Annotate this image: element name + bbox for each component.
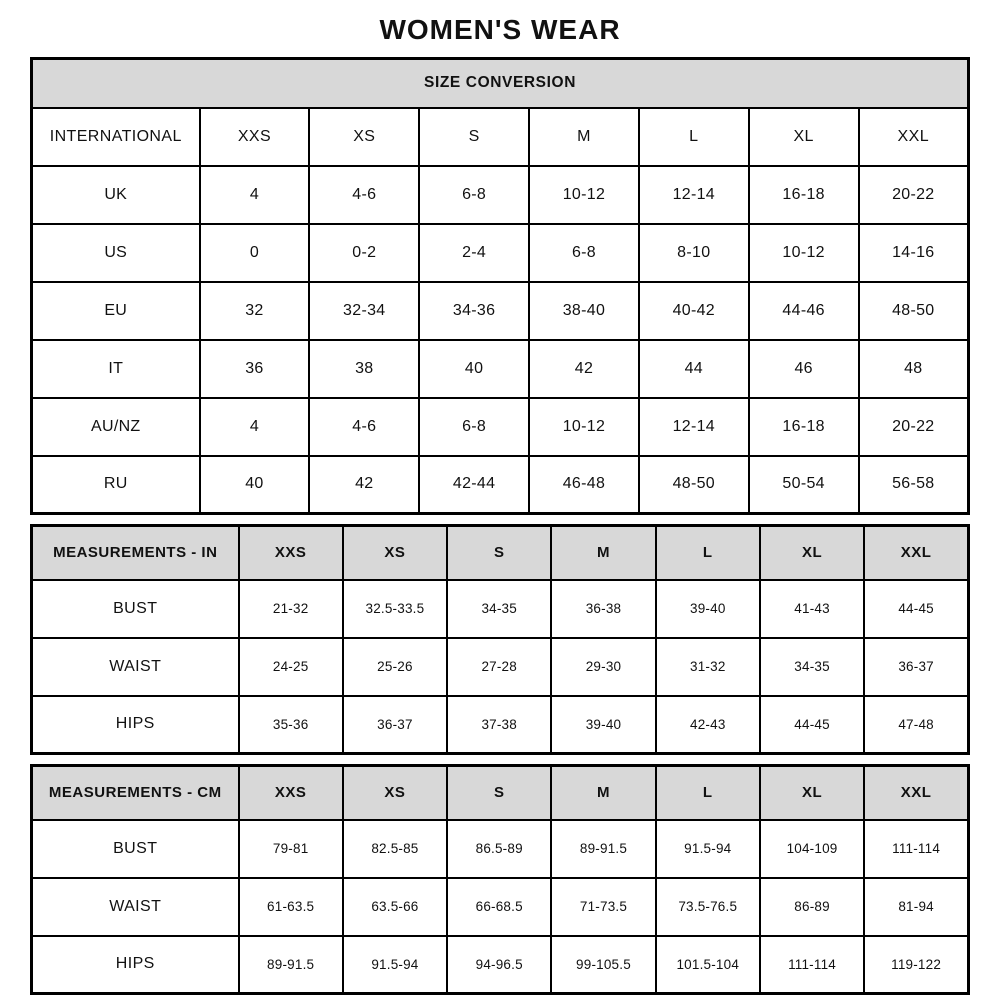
size-column-header: M (551, 766, 655, 820)
value-cell: 46 (749, 340, 859, 398)
size-column-header: M (529, 108, 639, 166)
value-cell: 6-8 (529, 224, 639, 282)
row-label: WAIST (32, 878, 239, 936)
value-cell: 41-43 (760, 580, 864, 638)
value-cell: 0 (200, 224, 310, 282)
row-label-header: MEASUREMENTS - CM (32, 766, 239, 820)
value-cell: 20-22 (859, 166, 969, 224)
size-column-header: XXL (864, 766, 968, 820)
value-cell: 38 (309, 340, 419, 398)
value-cell: 14-16 (859, 224, 969, 282)
value-cell: 4 (200, 166, 310, 224)
value-cell: 34-35 (447, 580, 551, 638)
value-cell: 29-30 (551, 638, 655, 696)
value-cell: 39-40 (551, 696, 655, 754)
size-column-header: XS (309, 108, 419, 166)
value-cell: 40-42 (639, 282, 749, 340)
value-cell: 32-34 (309, 282, 419, 340)
value-cell: 24-25 (239, 638, 343, 696)
table-title-row (32, 59, 969, 108)
size-conversion-table (30, 57, 970, 515)
value-cell: 38-40 (529, 282, 639, 340)
size-column-header: L (656, 766, 760, 820)
value-cell: 48 (859, 340, 969, 398)
value-cell: 56-58 (859, 456, 969, 514)
row-label-header: MEASUREMENTS - IN (32, 526, 239, 580)
value-cell: 73.5-76.5 (656, 878, 760, 936)
value-cell: 4-6 (309, 398, 419, 456)
value-cell: 48-50 (859, 282, 969, 340)
table-row (32, 696, 969, 754)
size-column-header: L (656, 526, 760, 580)
value-cell: 111-114 (864, 820, 968, 878)
value-cell: 47-48 (864, 696, 968, 754)
value-cell: 36-37 (864, 638, 968, 696)
measurements-cm-table (30, 764, 970, 995)
value-cell: 34-35 (760, 638, 864, 696)
value-cell: 42-43 (656, 696, 760, 754)
size-column-header: XS (343, 766, 447, 820)
row-label: EU (32, 282, 200, 340)
value-cell: 44-46 (749, 282, 859, 340)
row-label: BUST (32, 820, 239, 878)
size-column-header: XL (749, 108, 859, 166)
value-cell: 104-109 (760, 820, 864, 878)
value-cell: 10-12 (529, 166, 639, 224)
table-row (32, 936, 969, 994)
value-cell: 50-54 (749, 456, 859, 514)
table-row (32, 398, 969, 456)
value-cell: 61-63.5 (239, 878, 343, 936)
value-cell: 10-12 (529, 398, 639, 456)
value-cell: 71-73.5 (551, 878, 655, 936)
value-cell: 6-8 (419, 166, 529, 224)
value-cell: 48-50 (639, 456, 749, 514)
value-cell: 37-38 (447, 696, 551, 754)
size-column-header: XL (760, 766, 864, 820)
value-cell: 63.5-66 (343, 878, 447, 936)
size-column-header: S (447, 766, 551, 820)
column-header-row (32, 108, 969, 166)
row-label: HIPS (32, 936, 239, 994)
value-cell: 10-12 (749, 224, 859, 282)
value-cell: 12-14 (639, 398, 749, 456)
value-cell: 12-14 (639, 166, 749, 224)
table-row (32, 224, 969, 282)
measurements-in-table (30, 524, 970, 755)
table-row (32, 340, 969, 398)
table-row (32, 820, 969, 878)
value-cell: 44-45 (864, 580, 968, 638)
row-label: IT (32, 340, 200, 398)
row-label: RU (32, 456, 200, 514)
table-row (32, 456, 969, 514)
row-label-header: INTERNATIONAL (32, 108, 200, 166)
size-chart-page (0, 13, 1000, 1000)
value-cell: 16-18 (749, 398, 859, 456)
value-cell: 91.5-94 (343, 936, 447, 994)
row-label: WAIST (32, 638, 239, 696)
value-cell: 21-32 (239, 580, 343, 638)
value-cell: 46-48 (529, 456, 639, 514)
value-cell: 32.5-33.5 (343, 580, 447, 638)
size-column-header: XL (760, 526, 864, 580)
value-cell: 89-91.5 (551, 820, 655, 878)
size-column-header: L (639, 108, 749, 166)
column-header-row (32, 526, 969, 580)
value-cell: 42 (529, 340, 639, 398)
value-cell: 42 (309, 456, 419, 514)
value-cell: 36-37 (343, 696, 447, 754)
row-label: UK (32, 166, 200, 224)
value-cell: 40 (419, 340, 529, 398)
value-cell: 42-44 (419, 456, 529, 514)
table-row (32, 878, 969, 936)
value-cell: 20-22 (859, 398, 969, 456)
value-cell: 101.5-104 (656, 936, 760, 994)
value-cell: 4-6 (309, 166, 419, 224)
table-title: SIZE CONVERSION (32, 59, 969, 108)
value-cell: 35-36 (239, 696, 343, 754)
table-row (32, 638, 969, 696)
size-column-header: XXL (864, 526, 968, 580)
value-cell: 39-40 (656, 580, 760, 638)
value-cell: 81-94 (864, 878, 968, 936)
value-cell: 44 (639, 340, 749, 398)
value-cell: 79-81 (239, 820, 343, 878)
row-label: AU/NZ (32, 398, 200, 456)
value-cell: 27-28 (447, 638, 551, 696)
size-column-header: S (419, 108, 529, 166)
value-cell: 32 (200, 282, 310, 340)
value-cell: 111-114 (760, 936, 864, 994)
value-cell: 2-4 (419, 224, 529, 282)
value-cell: 8-10 (639, 224, 749, 282)
size-column-header: S (447, 526, 551, 580)
value-cell: 34-36 (419, 282, 529, 340)
value-cell: 31-32 (656, 638, 760, 696)
value-cell: 94-96.5 (447, 936, 551, 994)
row-label: HIPS (32, 696, 239, 754)
size-column-header: XS (343, 526, 447, 580)
value-cell: 25-26 (343, 638, 447, 696)
value-cell: 44-45 (760, 696, 864, 754)
column-header-row (32, 766, 969, 820)
row-label: US (32, 224, 200, 282)
value-cell: 4 (200, 398, 310, 456)
size-column-header: M (551, 526, 655, 580)
size-column-header: XXS (200, 108, 310, 166)
value-cell: 16-18 (749, 166, 859, 224)
value-cell: 40 (200, 456, 310, 514)
page-title: WOMEN'S WEAR (379, 14, 621, 45)
value-cell: 86-89 (760, 878, 864, 936)
value-cell: 36 (200, 340, 310, 398)
value-cell: 82.5-85 (343, 820, 447, 878)
size-column-header: XXL (859, 108, 969, 166)
table-row (32, 580, 969, 638)
table-row (32, 166, 969, 224)
value-cell: 99-105.5 (551, 936, 655, 994)
value-cell: 119-122 (864, 936, 968, 994)
value-cell: 89-91.5 (239, 936, 343, 994)
value-cell: 6-8 (419, 398, 529, 456)
value-cell: 0-2 (309, 224, 419, 282)
row-label: BUST (32, 580, 239, 638)
size-column-header: XXS (239, 526, 343, 580)
value-cell: 91.5-94 (656, 820, 760, 878)
value-cell: 86.5-89 (447, 820, 551, 878)
table-row (32, 282, 969, 340)
value-cell: 36-38 (551, 580, 655, 638)
size-column-header: XXS (239, 766, 343, 820)
value-cell: 66-68.5 (447, 878, 551, 936)
